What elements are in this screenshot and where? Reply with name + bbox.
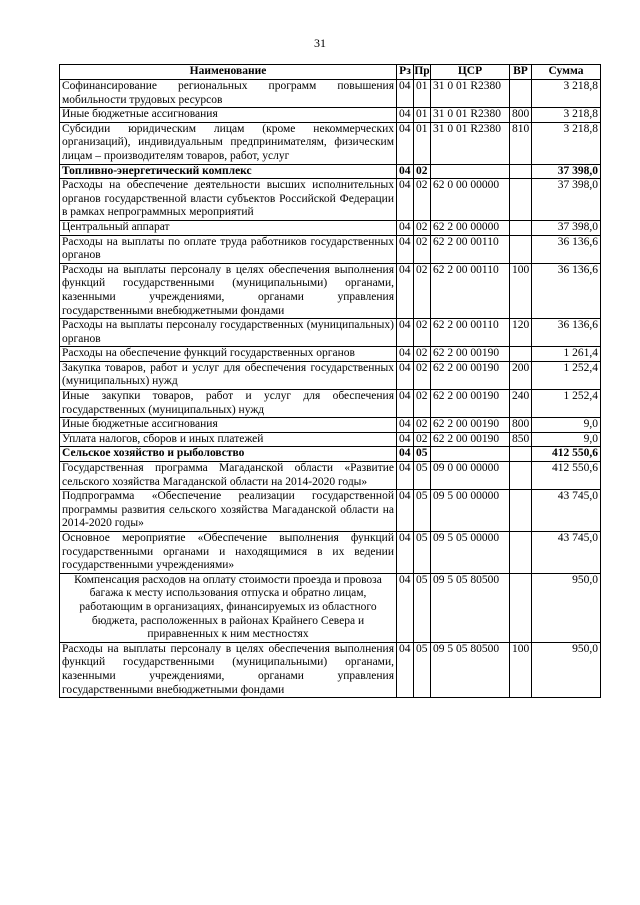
row-rz: 04 (397, 361, 414, 389)
row-rz: 04 (397, 263, 414, 318)
row-sum: 9,0 (532, 432, 601, 447)
row-csr: 62 2 00 00110 (431, 235, 510, 263)
row-csr: 31 0 01 R2380 (431, 80, 510, 108)
table-row (60, 573, 601, 642)
row-sum: 1 261,4 (532, 347, 601, 362)
row-vr: 100 (510, 642, 532, 697)
row-csr (431, 164, 510, 179)
row-sum: 950,0 (532, 573, 601, 642)
table-row (60, 122, 601, 164)
row-sum: 950,0 (532, 642, 601, 697)
row-rz: 04 (397, 418, 414, 433)
table-row (60, 447, 601, 462)
row-sum: 43 745,0 (532, 532, 601, 574)
row-name: Компенсация расходов на оплату стоимости проезда и провоза багажа к месту использования отпуска и обратно лицам, работающим в организациях, финансируемых из областного бюджета, расположенных в районах Крайнего Севера и приравненных к ним местностях (60, 573, 397, 642)
row-pr: 01 (414, 80, 431, 108)
row-pr: 02 (414, 418, 431, 433)
row-sum: 412 550,6 (532, 462, 601, 490)
row-rz: 04 (397, 319, 414, 347)
row-name: Софинансирование региональных программ повышения мобильности трудовых ресурсов (60, 80, 397, 108)
row-name: Иные бюджетные ассигнования (60, 108, 397, 123)
row-name: Сельское хозяйство и рыболовство (60, 447, 397, 462)
row-csr: 62 2 00 00110 (431, 319, 510, 347)
row-csr: 62 2 00 00190 (431, 432, 510, 447)
table-row (60, 532, 601, 574)
row-rz: 04 (397, 108, 414, 123)
row-name: Субсидии юридическим лицам (кроме некоммерческих организаций), индивидуальным предпринимателям, физическим лицам – производителям товаров, работ, услуг (60, 122, 397, 164)
table-row (60, 108, 601, 123)
row-vr: 200 (510, 361, 532, 389)
row-vr: 800 (510, 108, 532, 123)
row-name: Государственная программа Магаданской области «Развитие сельского хозяйства Магаданской области на 2014-2020 годы» (60, 462, 397, 490)
row-sum: 36 136,6 (532, 263, 601, 318)
header-sum: Сумма (532, 65, 601, 80)
row-vr: 800 (510, 418, 532, 433)
row-name: Расходы на выплаты персоналу в целях обеспечения выполнения функций государственными (муниципальными) органами, казенными учреждениями, органами управления государственными внебюджетными фондами (60, 642, 397, 697)
row-vr (510, 235, 532, 263)
row-rz: 04 (397, 122, 414, 164)
table-row (60, 220, 601, 235)
row-pr: 01 (414, 108, 431, 123)
row-name: Топливно-энергетический комплекс (60, 164, 397, 179)
table-row (60, 179, 601, 221)
row-vr (510, 347, 532, 362)
row-pr: 05 (414, 532, 431, 574)
row-sum: 36 136,6 (532, 319, 601, 347)
row-vr (510, 164, 532, 179)
row-sum: 37 398,0 (532, 179, 601, 221)
row-sum: 3 218,8 (532, 80, 601, 108)
row-rz: 04 (397, 179, 414, 221)
table-row (60, 642, 601, 697)
row-pr: 02 (414, 263, 431, 318)
row-rz: 04 (397, 462, 414, 490)
row-rz: 04 (397, 573, 414, 642)
row-pr: 05 (414, 447, 431, 462)
table-row (60, 235, 601, 263)
row-rz: 04 (397, 347, 414, 362)
row-name: Центральный аппарат (60, 220, 397, 235)
table-row (60, 347, 601, 362)
row-vr: 120 (510, 319, 532, 347)
row-rz: 04 (397, 642, 414, 697)
row-csr: 62 2 00 00110 (431, 263, 510, 318)
table-row (60, 418, 601, 433)
table-header-row (60, 65, 601, 80)
row-vr (510, 179, 532, 221)
row-vr (510, 532, 532, 574)
row-csr: 62 0 00 00000 (431, 179, 510, 221)
row-rz: 04 (397, 390, 414, 418)
row-csr: 62 2 00 00190 (431, 361, 510, 389)
table-row (60, 390, 601, 418)
row-pr: 05 (414, 462, 431, 490)
row-pr: 05 (414, 642, 431, 697)
row-csr: 09 5 05 00000 (431, 532, 510, 574)
table-row (60, 361, 601, 389)
row-name: Закупка товаров, работ и услуг для обеспечения государственных (муниципальных) нужд (60, 361, 397, 389)
row-csr: 09 5 05 80500 (431, 573, 510, 642)
row-pr: 05 (414, 573, 431, 642)
row-sum: 37 398,0 (532, 220, 601, 235)
row-csr: 62 2 00 00190 (431, 418, 510, 433)
header-rz: Рз (397, 65, 414, 80)
header-pr: Пр (414, 65, 431, 80)
header-name: Наименование (60, 65, 397, 80)
row-sum: 36 136,6 (532, 235, 601, 263)
row-csr: 31 0 01 R2380 (431, 122, 510, 164)
row-pr: 02 (414, 432, 431, 447)
row-pr: 02 (414, 235, 431, 263)
row-rz: 04 (397, 490, 414, 532)
row-sum: 3 218,8 (532, 122, 601, 164)
table-row (60, 263, 601, 318)
row-pr: 02 (414, 164, 431, 179)
row-rz: 04 (397, 164, 414, 179)
row-rz: 04 (397, 432, 414, 447)
row-rz: 04 (397, 235, 414, 263)
row-rz: 04 (397, 80, 414, 108)
row-vr (510, 220, 532, 235)
row-rz: 04 (397, 220, 414, 235)
row-csr: 09 0 00 00000 (431, 462, 510, 490)
table-row (60, 319, 601, 347)
row-pr: 02 (414, 220, 431, 235)
row-name: Основное мероприятие «Обеспечение выполнения функций государственными органами и находящимися в их ведении государственными учреждениями» (60, 532, 397, 574)
row-sum: 1 252,4 (532, 390, 601, 418)
row-vr: 100 (510, 263, 532, 318)
row-vr (510, 447, 532, 462)
table-row (60, 490, 601, 532)
page-number: 31 (314, 36, 326, 50)
row-name: Подпрограмма «Обеспечение реализации государственной программы развития сельского хозяйства Магаданской области на 2014-2020 годы» (60, 490, 397, 532)
header-csr: ЦСР (431, 65, 510, 80)
row-name: Расходы на выплаты по оплате труда работников государственных органов (60, 235, 397, 263)
row-sum: 37 398,0 (532, 164, 601, 179)
row-pr: 02 (414, 179, 431, 221)
row-name: Иные закупки товаров, работ и услуг для обеспечения государственных (муниципальных) нужд (60, 390, 397, 418)
row-sum: 3 218,8 (532, 108, 601, 123)
row-csr: 31 0 01 R2380 (431, 108, 510, 123)
row-vr: 810 (510, 122, 532, 164)
row-vr: 850 (510, 432, 532, 447)
row-pr: 01 (414, 122, 431, 164)
budget-table (59, 64, 601, 698)
table-row (60, 164, 601, 179)
row-vr (510, 573, 532, 642)
row-csr: 09 5 00 00000 (431, 490, 510, 532)
row-csr: 62 2 00 00190 (431, 390, 510, 418)
row-pr: 02 (414, 390, 431, 418)
row-csr (431, 447, 510, 462)
row-sum: 43 745,0 (532, 490, 601, 532)
row-rz: 04 (397, 447, 414, 462)
row-name: Уплата налогов, сборов и иных платежей (60, 432, 397, 447)
row-rz: 04 (397, 532, 414, 574)
row-sum: 412 550,6 (532, 447, 601, 462)
table-row (60, 462, 601, 490)
header-vr: ВР (510, 65, 532, 80)
row-csr: 62 2 00 00000 (431, 220, 510, 235)
row-vr (510, 80, 532, 108)
row-name: Иные бюджетные ассигнования (60, 418, 397, 433)
row-name: Расходы на обеспечение функций государственных органов (60, 347, 397, 362)
row-pr: 02 (414, 347, 431, 362)
row-name: Расходы на выплаты персоналу государственных (муниципальных) органов (60, 319, 397, 347)
row-sum: 9,0 (532, 418, 601, 433)
row-vr (510, 490, 532, 532)
row-pr: 02 (414, 319, 431, 347)
row-pr: 05 (414, 490, 431, 532)
row-csr: 62 2 00 00190 (431, 347, 510, 362)
table-body (60, 80, 601, 698)
row-csr: 09 5 05 80500 (431, 642, 510, 697)
table-row (60, 80, 601, 108)
row-name: Расходы на обеспечение деятельности высших исполнительных органов государственной власти субъектов Российской Федерации в рамках непрограммных мероприятий (60, 179, 397, 221)
table-row (60, 432, 601, 447)
row-vr: 240 (510, 390, 532, 418)
row-pr: 02 (414, 361, 431, 389)
row-sum: 1 252,4 (532, 361, 601, 389)
row-vr (510, 462, 532, 490)
row-name: Расходы на выплаты персоналу в целях обеспечения выполнения функций государственными (муниципальными) органами, казенными учреждениями, органами управления государственными внебюджетными фондами (60, 263, 397, 318)
